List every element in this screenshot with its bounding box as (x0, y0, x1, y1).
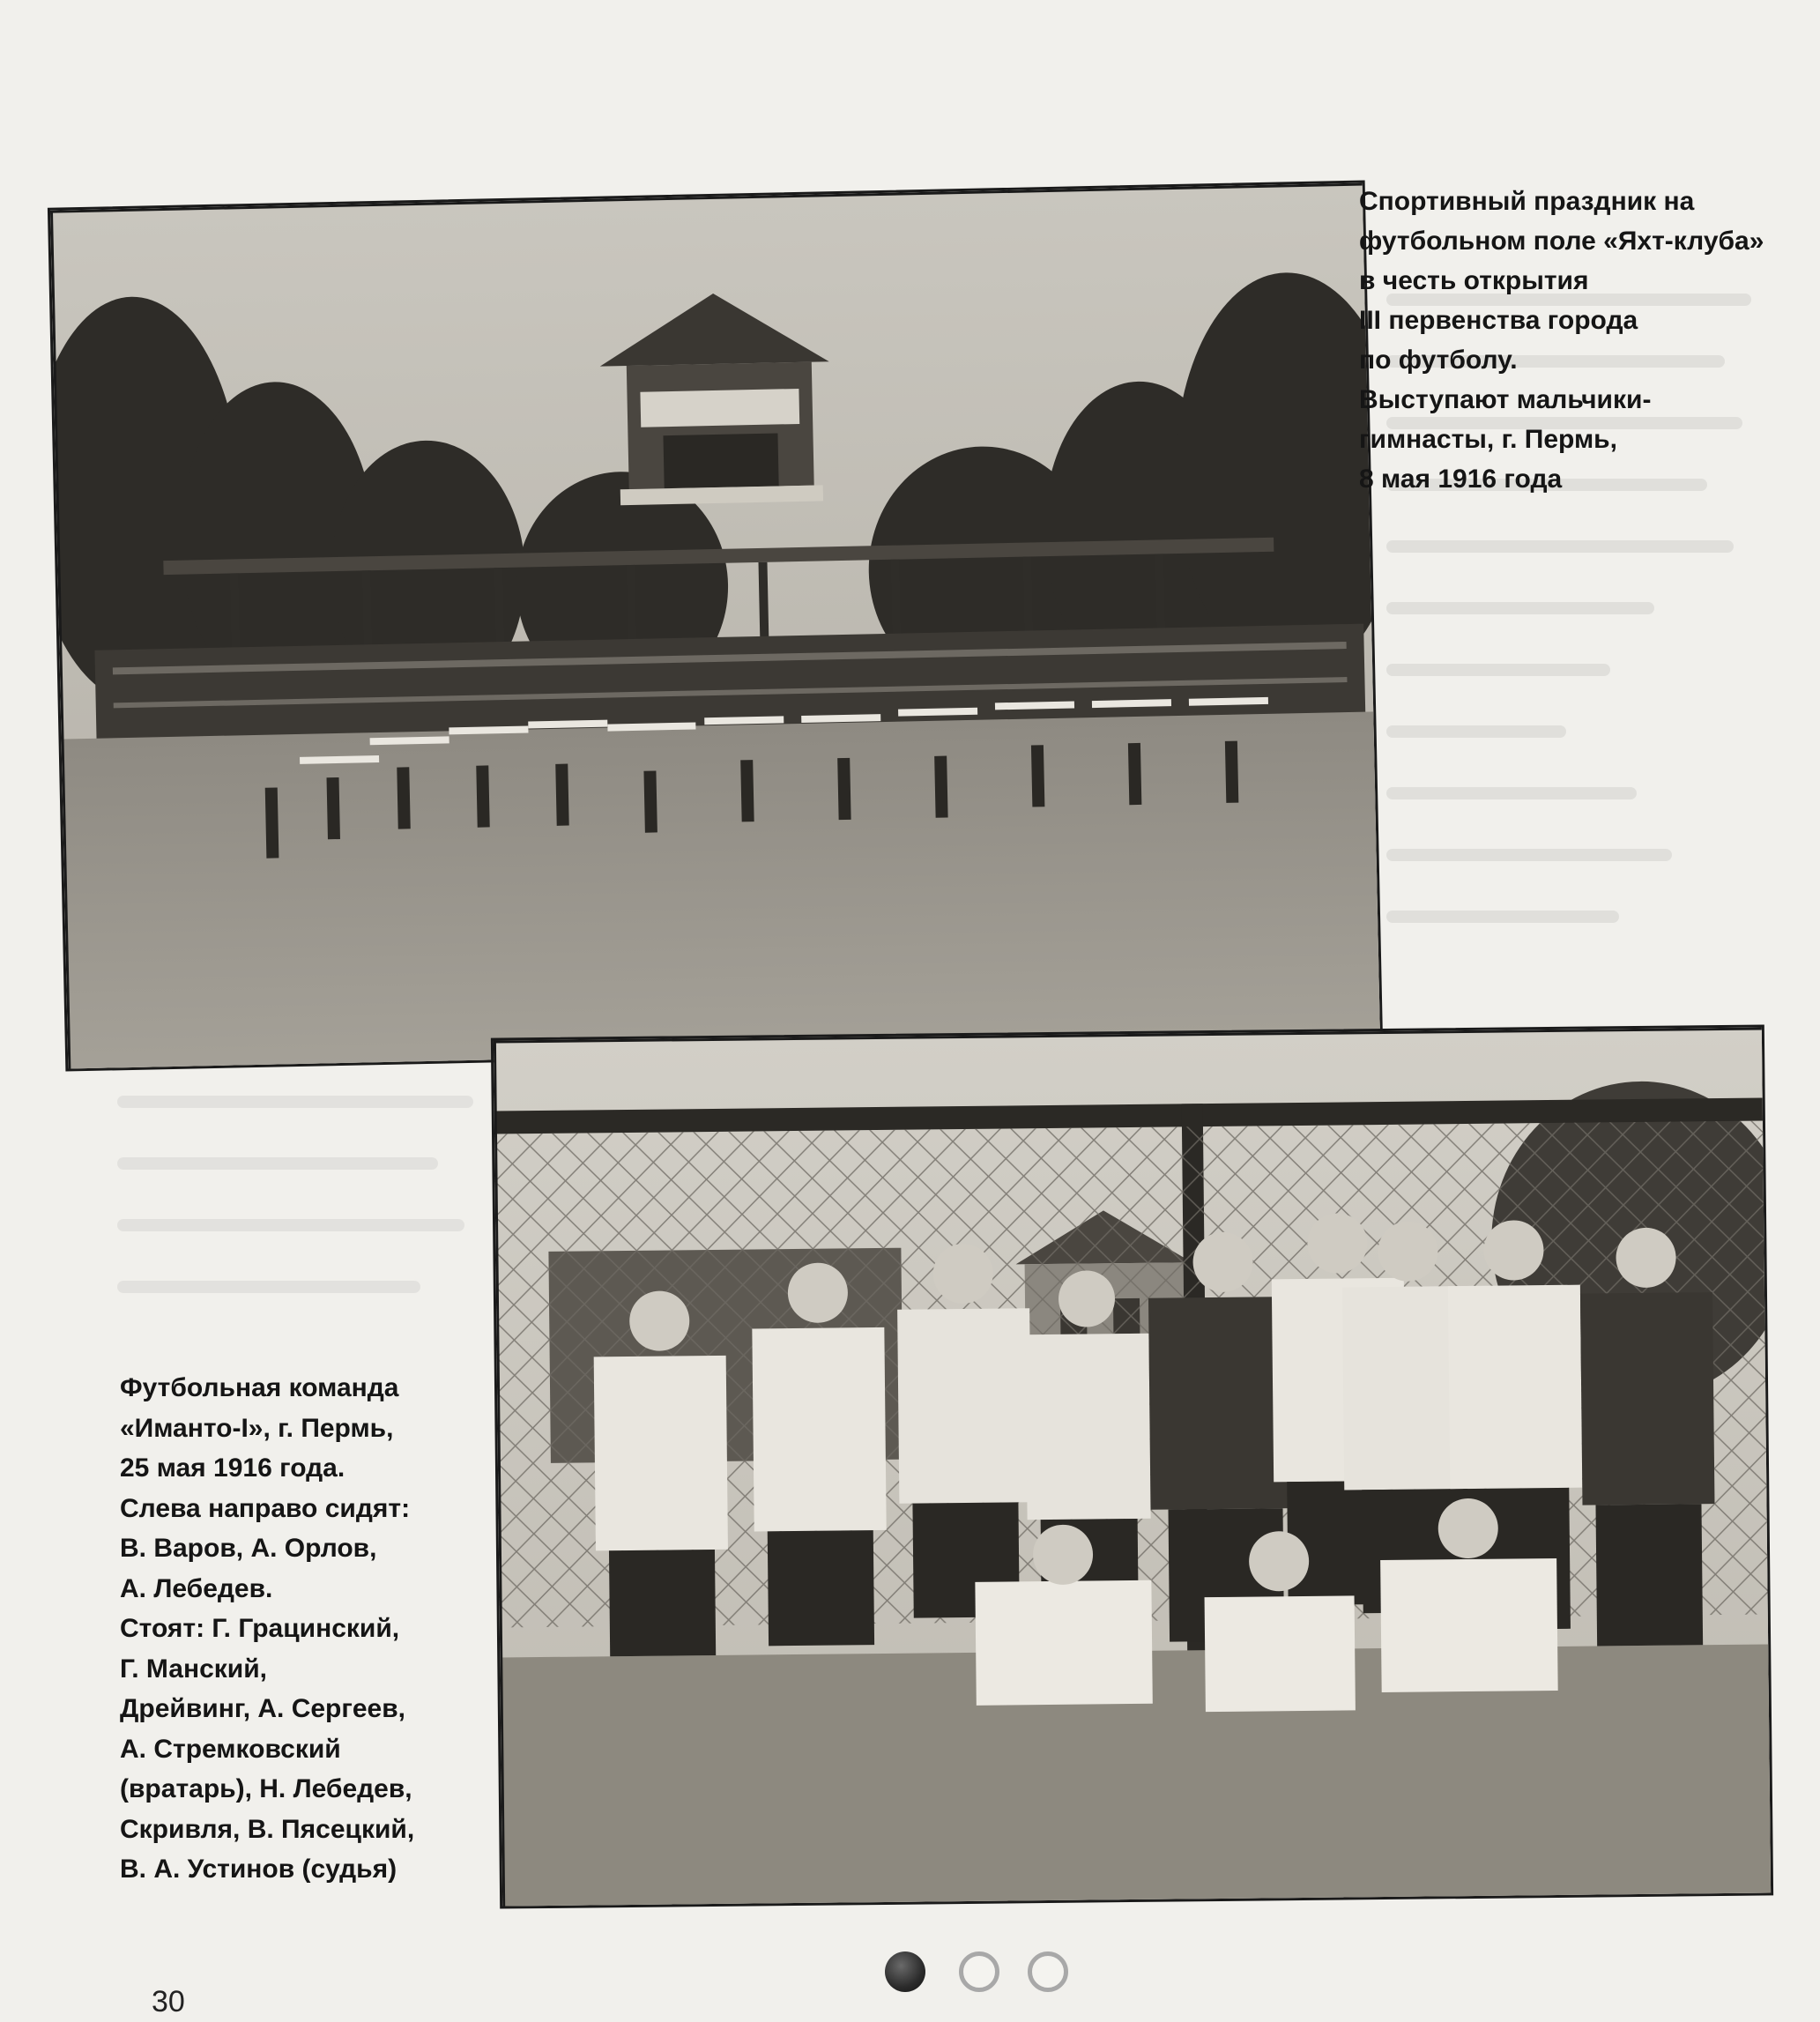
caption-line: (вратарь), Н. Лебедев, (120, 1774, 412, 1803)
caption-line: футбольном поле «Яхт-клуба» (1359, 227, 1764, 256)
ring-icon (1028, 1951, 1068, 1992)
caption-line: В. Варов, А. Орлов, (120, 1534, 377, 1563)
sports-festival-image (50, 182, 1383, 1071)
football-team-image (494, 1027, 1773, 1908)
caption-line: Скривля, В. Пясецкий, (120, 1814, 415, 1844)
caption-line: Дрейвинг, А. Сергеев, (120, 1694, 406, 1723)
caption-line: по футболу. (1359, 346, 1518, 375)
caption-line: Г. Манский, (120, 1654, 268, 1684)
football-icon (885, 1951, 925, 1992)
caption-line: в честь открытия (1359, 266, 1589, 295)
caption-line: «Иманто-I», г. Пермь, (120, 1413, 394, 1443)
caption-line: 25 мая 1916 года. (120, 1453, 345, 1483)
caption-line: В. А. Устинов (судья) (120, 1855, 397, 1884)
page-number: 30 (152, 1985, 185, 2018)
photo-football-team (491, 1024, 1773, 1908)
caption-line: А. Лебедев. (120, 1573, 273, 1603)
caption-sports-festival (1359, 182, 1764, 499)
caption-line: 8 мая 1916 года (1359, 465, 1563, 494)
photo-sports-festival (48, 180, 1383, 1071)
caption-football-team (120, 1368, 414, 1890)
caption-line: Футбольная команда (120, 1373, 399, 1402)
caption-line: III первенства города (1359, 306, 1638, 335)
caption-line: А. Стремковский (120, 1734, 341, 1764)
ring-icon (959, 1951, 999, 1992)
caption-line: Спортивный праздник на (1359, 187, 1695, 216)
caption-line: гимнасты, г. Пермь, (1359, 425, 1617, 454)
caption-line: Стоят: Г. Грацинский, (120, 1614, 400, 1643)
caption-line: Выступают мальчики- (1359, 385, 1652, 414)
caption-line: Слева направо сидят: (120, 1493, 411, 1523)
